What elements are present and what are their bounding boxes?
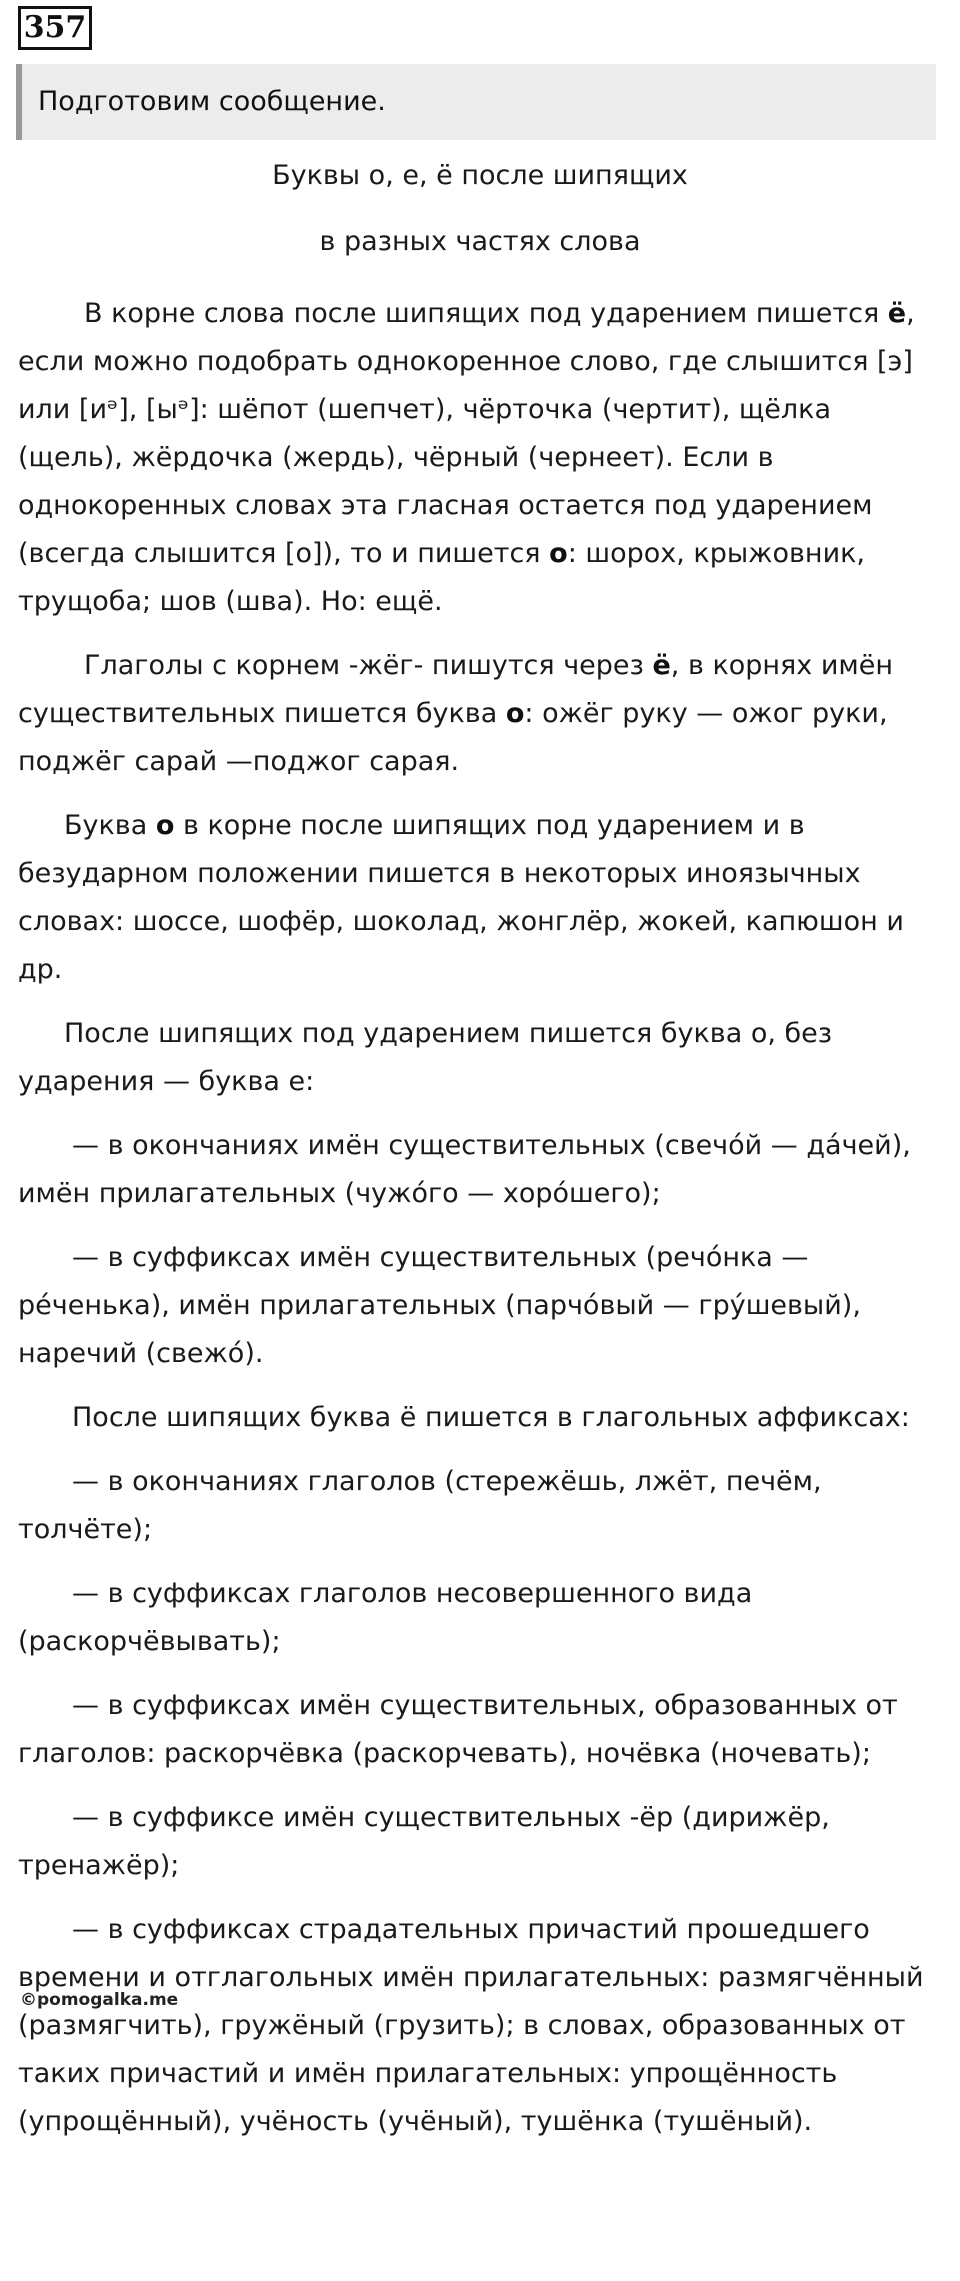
bold-letter: ё bbox=[652, 650, 671, 681]
paragraph-3 bbox=[18, 802, 938, 994]
paragraph-9: — в суффиксах глаголов несовершенного вида (раскорчёвывать); bbox=[18, 1578, 753, 1657]
paragraph-2 bbox=[18, 642, 938, 786]
bold-letter: о bbox=[549, 538, 568, 569]
text-fragment: Глаголы с корнем -жёг- пишутся через bbox=[84, 650, 653, 681]
text-fragment: : ожёг руку — ожог руки, поджёг сарай —поджог сарая. bbox=[18, 698, 888, 777]
title-line-2: в разных частях слова bbox=[319, 226, 641, 257]
paragraph-8: — в окончаниях глаголов (стережёшь, лжёт, печём, толчёте); bbox=[18, 1466, 822, 1545]
paragraph-5: — в окончаниях имён существительных (свечо́й — да́чей), имён прилагательных (чужо́го — хоро́шего); bbox=[18, 1130, 911, 1209]
text-fragment: Буква bbox=[64, 810, 156, 841]
paragraph-12: — в суффиксах страдательных причастий прошедшего времени и отглагольных имён прилагательных: размягчённый (размягчить), гружёный (грузить); в словах, образованных от таких причастий и имён прилагательных: упрощённость (упрощённый), учёность (учёный), тушёнка (тушёный). bbox=[18, 1914, 924, 2137]
paragraph-7: После шипящих буква ё пишется в глагольных аффиксах: bbox=[72, 1402, 910, 1433]
text-fragment: , в корнях имён существительных пишется буква bbox=[18, 650, 894, 729]
paragraph-1 bbox=[18, 290, 938, 626]
text-body bbox=[18, 290, 938, 2146]
title-line-1: Буквы о, е, ё после шипящих bbox=[272, 160, 688, 191]
bold-letter: ё bbox=[887, 298, 907, 329]
paragraph-6: — в суффиксах имён существительных (речо́нка — ре́ченька), имён прилагательных (парчо́вый — гру́шевый), наречий (свежо́). bbox=[18, 1242, 861, 1369]
bold-letter: о bbox=[155, 810, 175, 841]
text-fragment: , если можно подобрать однокоренное слово, где слышится [э] или [иᵊ], [ыᵊ]: шёпот (шепчет), чёрточка (чертит), щёлка (щель), жёрдочка (жердь), чёрный (чернеет). Если в однокоренных словах эта гласная остается под ударением (всегда слышится [о]), то и пишется bbox=[18, 298, 915, 569]
paragraph-10: — в суффиксах имён существительных, образованных от глаголов: раскорчёвка (раскорчевать), ночёвка (ночевать); bbox=[18, 1690, 898, 1769]
text-fragment: : шорох, крыжовник, трущоба; шов (шва). Но: ещё. bbox=[18, 538, 866, 617]
paragraph-11: — в суффиксе имён существительных -ёр (дирижёр, тренажёр); bbox=[18, 1802, 830, 1881]
exercise-number: 357 bbox=[18, 6, 92, 50]
text-fragment: в корне после шипящих под ударением и в безударном положении пишется в некоторых иноязычных словах: шоссе, шофёр, шоколад, жонглёр, жокей, капюшон и др. bbox=[18, 810, 904, 985]
bold-letter: о bbox=[505, 698, 525, 729]
text-fragment: В корне слова после шипящих под ударением пишется bbox=[84, 298, 888, 329]
task-banner: Подготовим сообщение. bbox=[16, 64, 936, 140]
paragraph-4: После шипящих под ударением пишется буква о, без ударения — буква е: bbox=[18, 1018, 833, 1097]
watermark: ©pomogalka.me bbox=[20, 1990, 179, 2010]
